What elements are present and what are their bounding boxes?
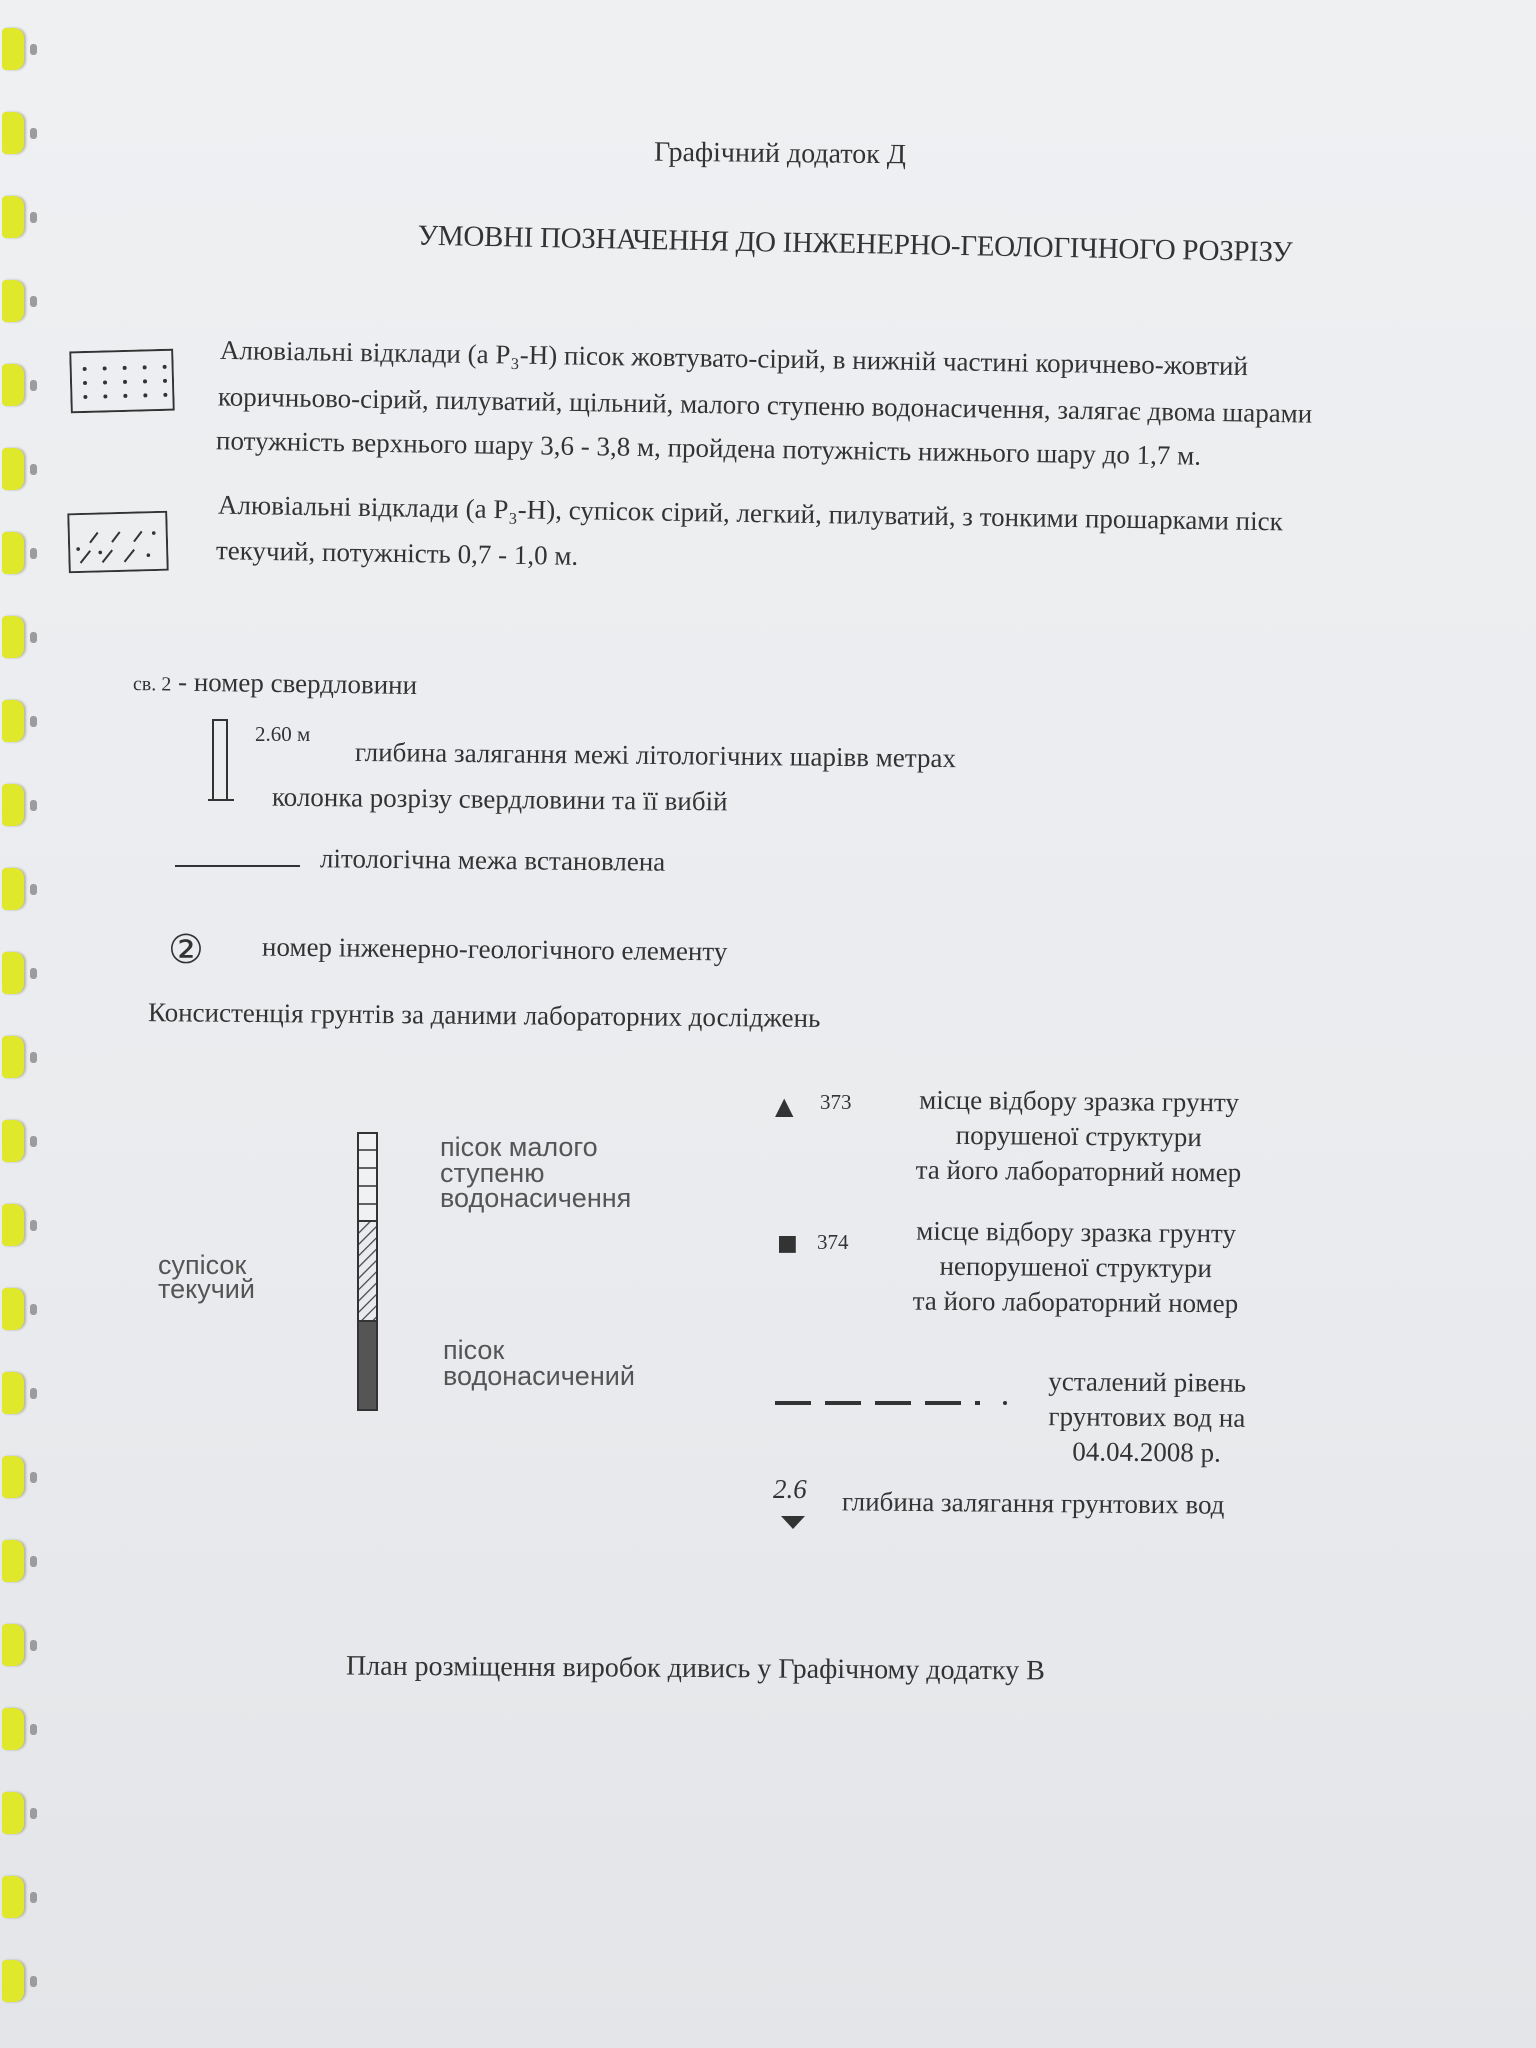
binding-ring bbox=[2, 1708, 24, 1750]
appendix-label: Графічний додаток Д bbox=[653, 136, 907, 171]
punch-hole bbox=[30, 1640, 37, 1651]
punch-hole bbox=[30, 1892, 37, 1903]
layer-depth-label: глибина залягання межі літологічних шарівв метрах bbox=[354, 736, 957, 774]
undisturbed-sample-number: 374 bbox=[817, 1230, 849, 1254]
borehole-column-symbol bbox=[208, 718, 238, 804]
punch-hole bbox=[30, 1304, 37, 1315]
punch-hole bbox=[30, 800, 37, 811]
layer-1-line-1: Алювіальні відклади (а Р₃-Н) пісок жовтувато-сірий, в нижній частині коричнево-жовтий bbox=[219, 334, 1249, 382]
disturbed-sample-line-1: місце відбору зразка грунту bbox=[919, 1084, 1240, 1118]
sand-pattern-symbol bbox=[69, 349, 175, 414]
sand-low-saturation-label bbox=[440, 1132, 632, 1214]
punch-hole bbox=[30, 1136, 37, 1147]
consistency-heading: Консистенція грунтів за даними лабораторних досліджень bbox=[147, 997, 821, 1033]
disturbed-sample-number: 373 bbox=[820, 1090, 852, 1114]
binding-ring bbox=[2, 364, 24, 406]
solid-boundary-line bbox=[175, 865, 300, 867]
punch-hole bbox=[30, 1808, 37, 1819]
sand-low-line-2: ступеню bbox=[440, 1157, 545, 1188]
borehole-label-text: - номер свердловини bbox=[177, 666, 418, 700]
binding-ring bbox=[2, 1036, 24, 1078]
disturbed-sample-line-2: порушеної структури bbox=[955, 1120, 1202, 1153]
punch-hole bbox=[30, 1220, 37, 1231]
sandy-loam-label bbox=[158, 1250, 255, 1305]
binding-ring bbox=[2, 1204, 24, 1246]
groundwater-depth-value: 2.6 bbox=[773, 1474, 807, 1504]
disturbed-sample-label bbox=[916, 1083, 1242, 1191]
groundwater-level-line-2: грунтових вод на bbox=[1048, 1401, 1246, 1433]
undisturbed-sample-label bbox=[913, 1214, 1239, 1322]
layer-2-line-2: текучий, потужність 0,7 - 1,0 м. bbox=[215, 535, 579, 571]
punch-hole bbox=[30, 1724, 37, 1735]
sandy-loam-label-line-1: супісок bbox=[158, 1250, 247, 1280]
binding-ring bbox=[2, 1960, 24, 2002]
undisturbed-sample-line-3: та його лабораторний номер bbox=[912, 1285, 1239, 1319]
sandy-loam-label-line-2: текучий bbox=[158, 1274, 255, 1305]
binding-ring bbox=[2, 280, 24, 322]
binding-ring bbox=[2, 1288, 24, 1330]
punch-hole bbox=[30, 44, 37, 55]
punch-hole bbox=[30, 716, 37, 727]
binding-ring bbox=[2, 1876, 24, 1918]
sand-saturated-line-2: водонасичений bbox=[443, 1360, 635, 1391]
layer-2-line-1: Алювіальні відклади (а Р₃-Н), супісок сірий, легкий, пилуватий, з тонкими прошарками піск bbox=[217, 489, 1283, 537]
groundwater-depth-label: глибина залягання грунтових вод bbox=[841, 1486, 1225, 1520]
punch-hole bbox=[30, 128, 37, 139]
punch-hole bbox=[30, 1388, 37, 1399]
punch-hole bbox=[30, 884, 37, 895]
layer-1-line-2: коричньово-сірий, пилуватий, щільний, малого ступеню водонасичення, залягає двома шарами bbox=[217, 381, 1313, 429]
punch-hole bbox=[30, 1472, 37, 1483]
element-number-label: номер інженерно-геологічного елементу bbox=[261, 931, 728, 967]
spiral-binding bbox=[0, 0, 48, 2048]
groundwater-level-label bbox=[1048, 1364, 1247, 1471]
binding-ring bbox=[2, 196, 24, 238]
borehole-id: св. 2 bbox=[132, 673, 172, 696]
binding-ring bbox=[2, 28, 24, 70]
binding-ring bbox=[2, 532, 24, 574]
binding-ring bbox=[2, 1624, 24, 1666]
disturbed-sample-line-3: та його лабораторний номер bbox=[915, 1154, 1242, 1188]
groundwater-level-line-1: усталений рівень bbox=[1048, 1366, 1247, 1398]
punch-hole bbox=[30, 968, 37, 979]
binding-ring bbox=[2, 1120, 24, 1162]
sand-low-line-3: водонасичення bbox=[440, 1183, 632, 1214]
binding-ring bbox=[2, 1540, 24, 1582]
undisturbed-sample-line-2: непорушеної структури bbox=[939, 1250, 1213, 1284]
binding-ring bbox=[2, 448, 24, 490]
binding-ring bbox=[2, 1456, 24, 1498]
sand-saturated-label bbox=[443, 1335, 635, 1391]
layer-1-line-3: потужність верхнього шару 3,6 - 3,8 м, пройдена потужність нижнього шару до 1,7 м. bbox=[215, 425, 1202, 471]
punch-hole bbox=[30, 1976, 37, 1987]
binding-ring bbox=[2, 868, 24, 910]
element-number-marker: ② bbox=[168, 927, 204, 973]
binding-ring bbox=[2, 112, 24, 154]
boundary-label: літологічна межа встановлена bbox=[319, 843, 666, 877]
punch-hole bbox=[30, 380, 37, 391]
layer-depth-value: 2.60 м bbox=[255, 722, 311, 746]
sand-saturated-line-1: пісок bbox=[443, 1335, 505, 1365]
binding-ring bbox=[2, 616, 24, 658]
page-title: УМОВНІ ПОЗНАЧЕННЯ ДО ІНЖЕНЕРНО-ГЕОЛОГІЧНОГО РОЗРІЗУ bbox=[417, 219, 1293, 269]
punch-hole bbox=[30, 464, 37, 475]
binding-ring bbox=[2, 1372, 24, 1414]
sandy-loam-pattern-symbol bbox=[67, 511, 169, 574]
punch-hole bbox=[30, 548, 37, 559]
punch-hole bbox=[30, 212, 37, 223]
groundwater-level-dashed-line bbox=[775, 1393, 1015, 1399]
punch-hole bbox=[30, 632, 37, 643]
binding-ring bbox=[2, 700, 24, 742]
groundwater-depth-marker bbox=[780, 1515, 806, 1531]
binding-ring bbox=[2, 1792, 24, 1834]
binding-ring bbox=[2, 784, 24, 826]
sand-low-line-1: пісок малого bbox=[440, 1132, 598, 1162]
punch-hole bbox=[30, 1556, 37, 1567]
groundwater-level-line-3: 04.04.2008 р. bbox=[1072, 1436, 1221, 1468]
undisturbed-sample-marker: ■ bbox=[777, 1231, 798, 1256]
punch-hole bbox=[30, 296, 37, 307]
borehole-label bbox=[133, 666, 417, 701]
binding-ring bbox=[2, 952, 24, 994]
placement-plan-note: План розміщення виробок дивись у Графічному додатку В bbox=[345, 1650, 1045, 1687]
consistency-column bbox=[357, 1132, 379, 1412]
undisturbed-sample-line-1: місце відбору зразка грунту bbox=[916, 1215, 1237, 1249]
column-label: колонка розрізу свердловини та її вибій bbox=[271, 781, 728, 817]
punch-hole bbox=[30, 1052, 37, 1063]
disturbed-sample-marker: ▲ bbox=[775, 1092, 794, 1120]
